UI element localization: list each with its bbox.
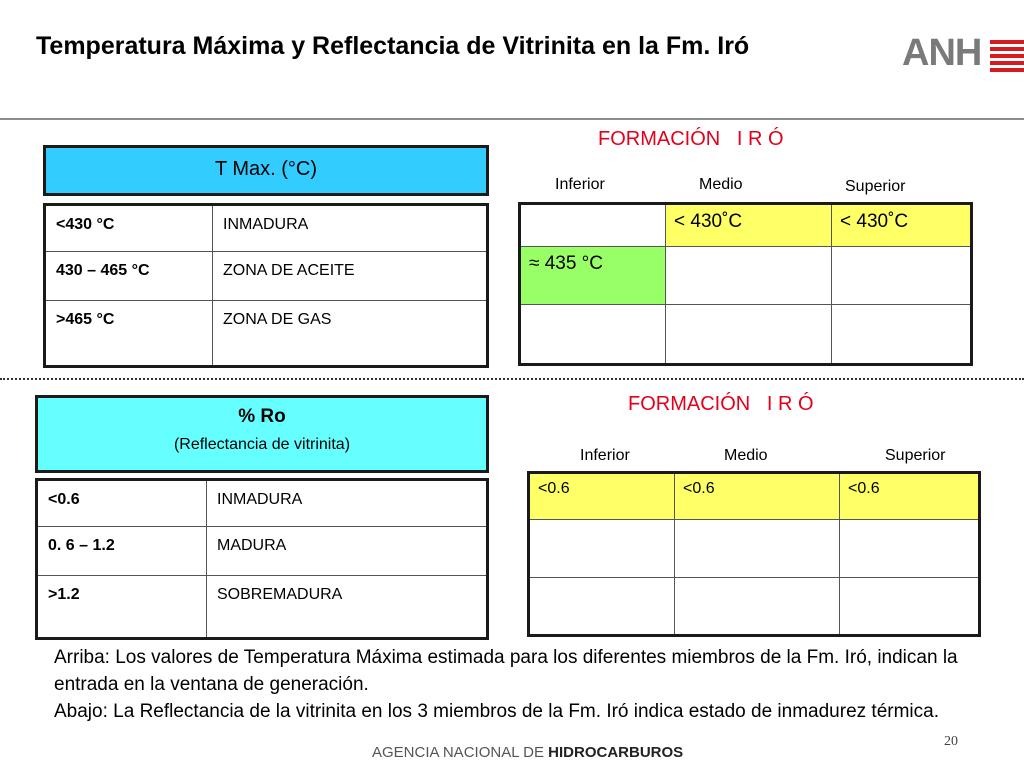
anh-logo: [902, 32, 1024, 80]
ro-formation-grid: [527, 471, 981, 637]
grid-cell: [666, 305, 832, 365]
legend-state: MADURA: [207, 527, 488, 576]
ro-legend-table: [35, 478, 489, 640]
grid-cell: ≈ 435 °C: [520, 247, 666, 305]
note-line-top: Arriba: Los valores de Temperatura Máxima estimada para los diferentes miembros de la Fm. Iró, indican la entrada en la ventana de generación.: [54, 647, 958, 695]
grid-cell: [529, 578, 675, 636]
table-row: [45, 252, 488, 301]
logo-text: ANH: [902, 32, 982, 74]
legend-range: <430 °C: [45, 205, 213, 252]
col-label-superior: Superior: [885, 447, 946, 464]
legend-range: 0. 6 – 1.2: [37, 527, 207, 576]
legend-state: ZONA DE ACEITE: [213, 252, 488, 301]
col-label-medio: Medio: [724, 447, 768, 464]
table-row: [529, 578, 980, 636]
explanation-note: [54, 644, 974, 725]
footer-agency-bold: HIDROCARBUROS: [548, 744, 684, 761]
grid-cell: <0.6: [675, 473, 840, 520]
tmax-legend-table: [43, 203, 489, 368]
grid-cell: < 430˚C: [832, 204, 972, 247]
note-line-bottom: Abajo: La Reflectancia de la vitrinita en los 3 miembros de la Fm. Iró indica estado de inmadurez térmica.: [54, 701, 939, 722]
legend-state: ZONA DE GAS: [213, 301, 488, 367]
table-row: [37, 480, 488, 527]
tmax-formation-grid: [518, 202, 973, 366]
table-row: [37, 576, 488, 639]
grid-cell: [675, 520, 840, 578]
table-row: [45, 301, 488, 367]
grid-cell: [840, 578, 980, 636]
legend-state: INMADURA: [213, 205, 488, 252]
top-formation-title: FORMACIÓN I R Ó: [598, 128, 784, 150]
grid-cell: [529, 520, 675, 578]
bottom-formation-title: FORMACIÓN I R Ó: [628, 393, 814, 415]
footer-agency: [372, 744, 683, 761]
legend-state: INMADURA: [207, 480, 488, 527]
legend-range: >465 °C: [45, 301, 213, 367]
section-separator: [0, 378, 1024, 380]
table-row: [45, 205, 488, 252]
table-row: [529, 473, 980, 520]
footer-agency-prefix: AGENCIA NACIONAL DE: [372, 744, 549, 761]
grid-cell: [520, 204, 666, 247]
grid-cell: [666, 247, 832, 305]
grid-cell: [832, 305, 972, 365]
ro-header-subtitle: (Reflectancia de vitrinita): [173, 436, 351, 453]
col-label-medio: Medio: [699, 176, 743, 193]
grid-cell: [832, 247, 972, 305]
logo-stripes-icon: [990, 40, 1024, 76]
grid-cell: [675, 578, 840, 636]
table-row: [520, 305, 972, 365]
ro-header: [35, 395, 489, 473]
legend-range: <0.6: [37, 480, 207, 527]
legend-state: SOBREMADURA: [207, 576, 488, 639]
grid-cell: [840, 520, 980, 578]
grid-cell: < 430˚C: [666, 204, 832, 247]
table-row: [520, 204, 972, 247]
table-row: [520, 247, 972, 305]
grid-cell: <0.6: [529, 473, 675, 520]
slide-title: Temperatura Máxima y Reflectancia de Vitrinita en la Fm. Iró: [36, 32, 750, 60]
table-row: [37, 527, 488, 576]
page-number: 20: [944, 734, 958, 749]
tmax-header: T Max. (°C): [43, 145, 489, 196]
legend-range: >1.2: [37, 576, 207, 639]
grid-cell: <0.6: [840, 473, 980, 520]
ro-header-title: % Ro: [238, 406, 286, 427]
col-label-inferior: Inferior: [555, 176, 605, 193]
col-label-superior: Superior: [845, 178, 906, 195]
grid-cell: [520, 305, 666, 365]
title-rule: [0, 118, 1024, 120]
table-row: [529, 520, 980, 578]
col-label-inferior: Inferior: [580, 447, 630, 464]
legend-range: 430 – 465 °C: [45, 252, 213, 301]
